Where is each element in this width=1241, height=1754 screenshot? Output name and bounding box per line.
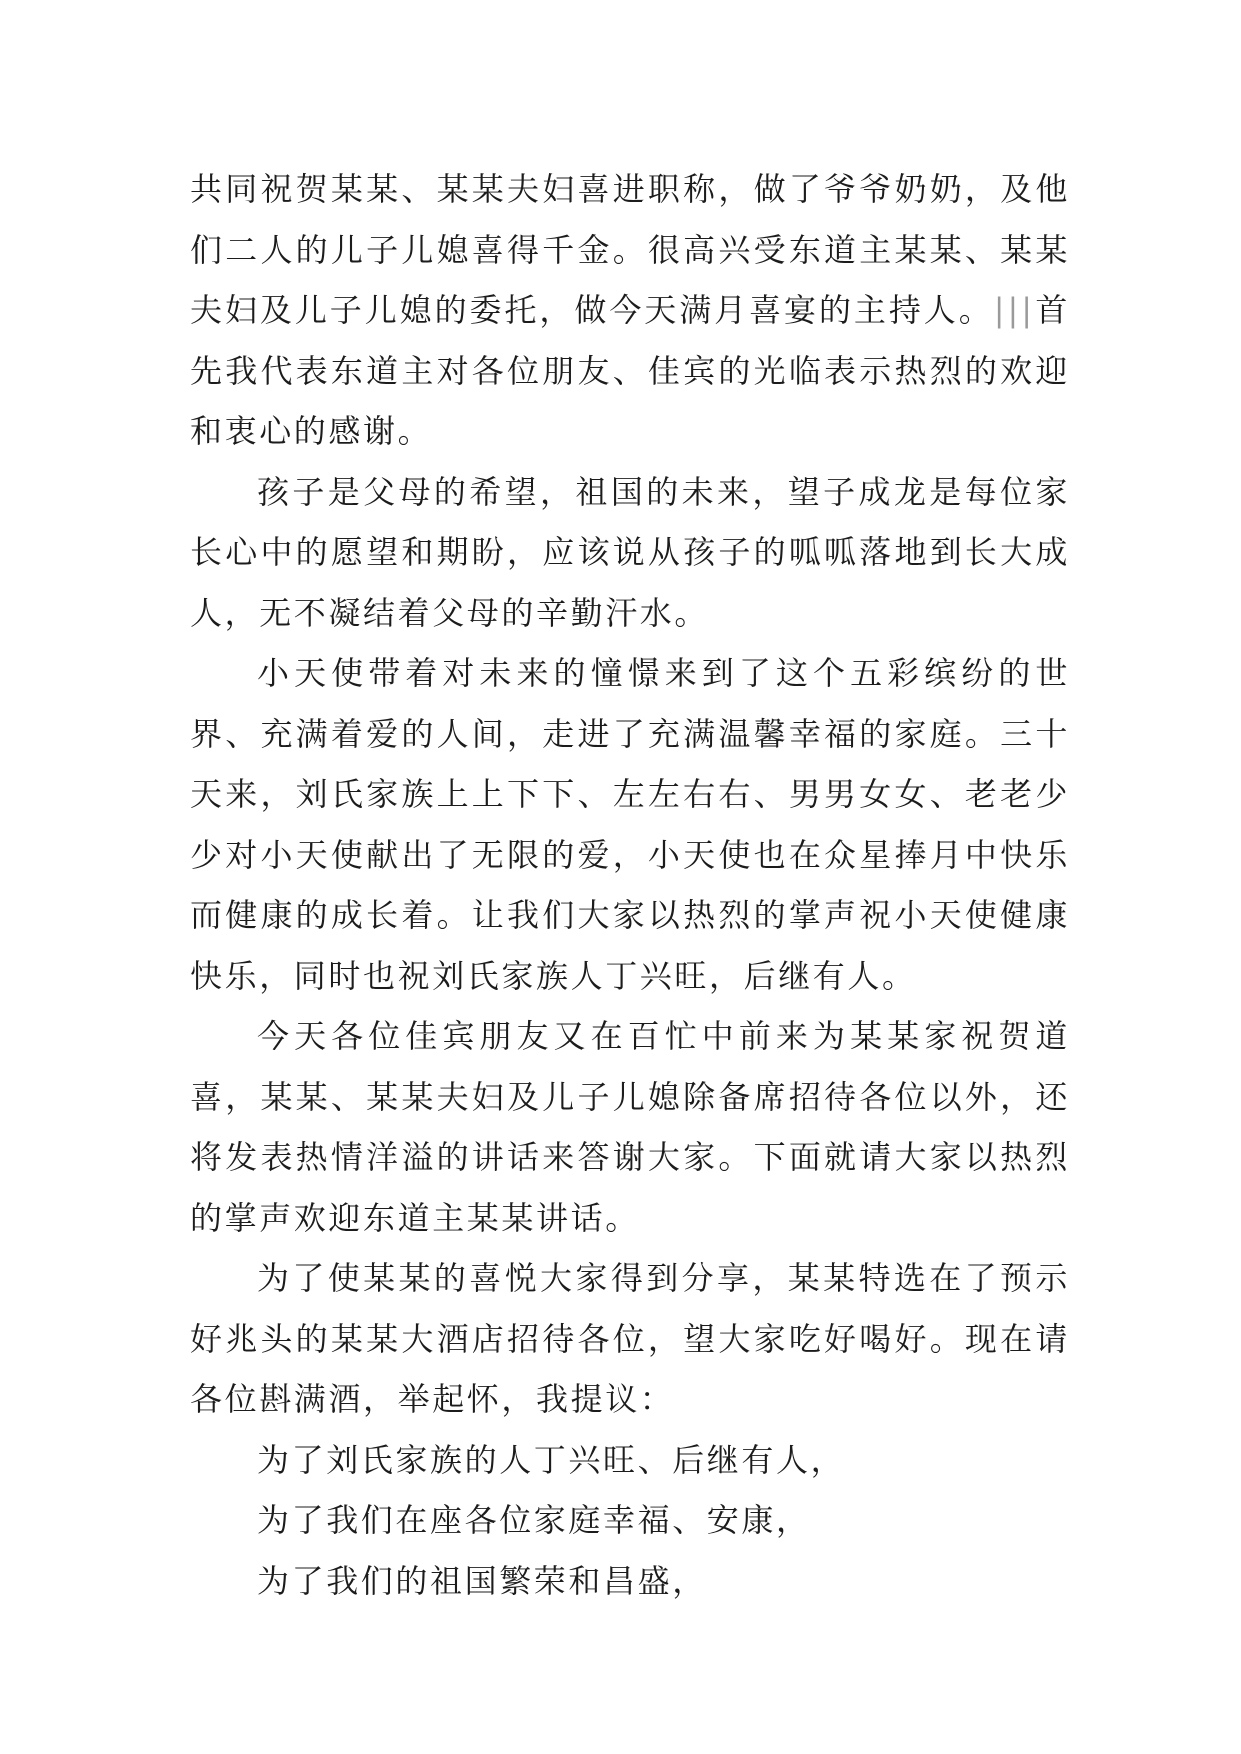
toast-line-3: 为了我们的祖国繁荣和昌盛， <box>257 1561 707 1600</box>
paragraph-1-text-a: 共同祝贺某某、某某夫妇喜进职称，做了爷爷奶奶，及他们二人的儿子儿媳喜得千金。很高兴受东道主某某、某某夫妇及儿子儿媳的委托，做今天满月喜宴的主持人。 <box>190 170 1070 329</box>
document-body <box>190 159 1070 1611</box>
toast-line-2: 为了我们在座各位家庭幸福、安康， <box>257 1501 811 1539</box>
paragraph-5: 为了使某某的喜悦大家得到分享，某某特选在了预示好兆头的某某大酒店招待各位，望大家吃好喝好。现在请各位斟满酒，举起怀，我提议： <box>190 1259 1070 1418</box>
paragraph-4: 今天各位佳宾朋友又在百忙中前来为某某家祝贺道喜，某某、某某夫妇及儿子儿媳除备席招待各位以外，还将发表热情洋溢的讲话来答谢大家。下面就请大家以热烈的掌声欢迎东道主某某讲话。 <box>190 1017 1070 1237</box>
paragraph-3: 小天使带着对未来的憧憬来到了这个五彩缤纷的世界、充满着爱的人间，走进了充满温馨幸福的家庭。三十天来，刘氏家族上上下下、左左右右、男男女女、老老少少对小天使献出了无限的爱，小天使也在众星捧月中快乐而健康的成长着。让我们大家以热烈的掌声祝小天使健康快乐，同时也祝刘氏家族人丁兴旺，后继有人。 <box>190 654 1070 995</box>
paragraph-2: 孩子是父母的希望，祖国的未来，望子成龙是每位家长心中的愿望和期盼，应该说从孩子的呱呱落地到长大成人，无不凝结着父母的辛勤汗水。 <box>190 472 1070 632</box>
separator-mark: ||| <box>993 291 1036 329</box>
toast-line-1: 为了刘氏家族的人丁兴旺、后继有人， <box>257 1440 846 1479</box>
paragraph-1-text-b: 首先我代表东道主对各位朋友、佳宾的光临表示热烈的欢迎和衷心的感谢。 <box>190 291 1070 450</box>
paragraph-1 <box>190 159 1070 462</box>
